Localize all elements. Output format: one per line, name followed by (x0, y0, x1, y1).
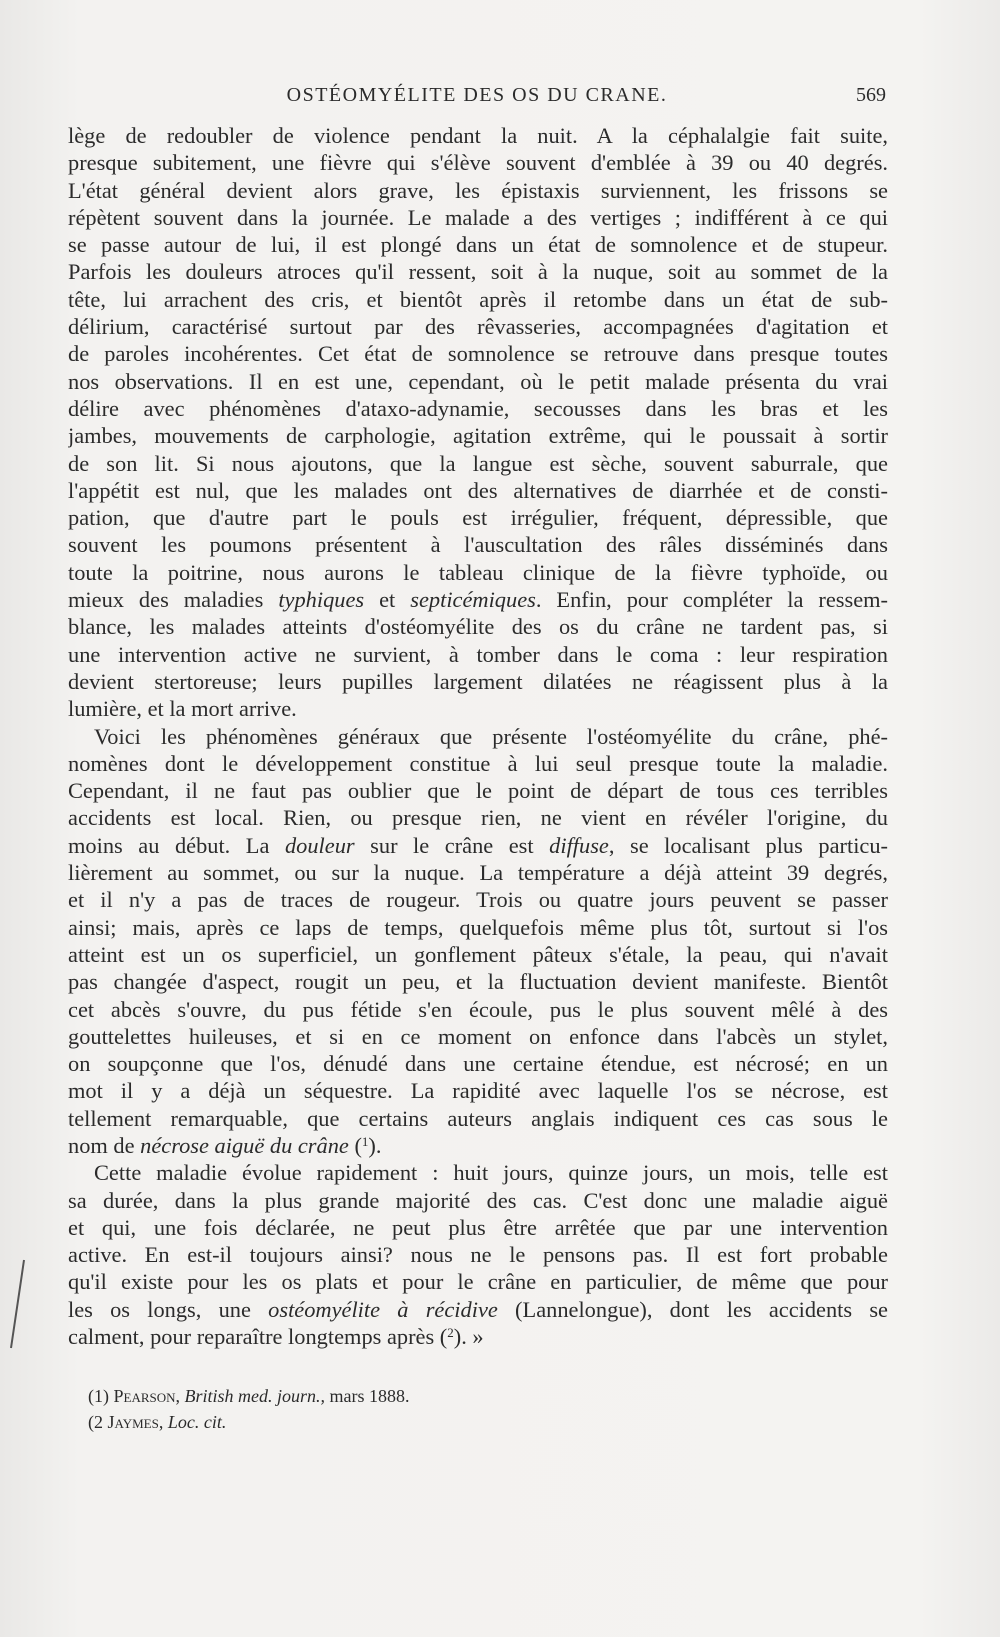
italic-term: septicémiques (410, 587, 536, 613)
text-line: nomènes dont le développement constitue à lui seul presque toute la maladie. (68, 750, 888, 776)
page-number: 569 (856, 84, 886, 106)
text-run: nom de (68, 1132, 141, 1158)
text-line: cet abcès s'ouvre, du pus fétide s'en écoule, pus le plus souvent mêlé à des (68, 996, 888, 1022)
footnote-work: Loc. cit. (167, 1412, 227, 1432)
text-line: nos observations. Il en est une, cependant, où le petit malade présenta du vrai (68, 368, 888, 394)
footnote-work: British med. journ., (184, 1386, 326, 1406)
text-line: lumière, et la mort arrive. (68, 696, 297, 722)
text-line (68, 1296, 888, 1323)
text-line: devient stertoreuse; leurs pupilles largement dilatées ne réagissent plus à la (68, 668, 888, 694)
text-line: souvent les poumons présentent à l'auscultation des râles disséminés dans (68, 532, 888, 558)
text-line: tellement remarquable, que certains auteurs anglais indiquent ces cas sous le (68, 1105, 888, 1131)
text-line (68, 1132, 888, 1159)
footnote-mark: (1) (88, 1386, 109, 1406)
italic-term: douleur (284, 832, 355, 858)
text-line: accidents est local. Rien, ou presque rien, ne vient en révéler l'origine, du (68, 805, 888, 831)
text-run: moins au début. La (68, 832, 285, 858)
text-line (68, 1323, 888, 1350)
text-line: Voici les phénomènes généraux que présente l'ostéomyélite du crâne, phé- (94, 723, 888, 749)
text-line: se passe autour de lui, il est plongé dans un état de somnolence et de stupeur. (68, 232, 888, 258)
italic-term: typhiques (278, 587, 365, 613)
text-line: gouttelettes huileuses, et si en ce moment on enfonce dans l'abcès un stylet, (68, 1023, 888, 1049)
text-line: qu'il existe pour les os plats et pour le crâne en particulier, de même que pour (68, 1269, 888, 1295)
text-line: délire avec phénomènes d'ataxo-adynamie, secousses dans les bras et les (68, 395, 888, 421)
text-run: ). (368, 1132, 382, 1158)
text-line: lièrement au sommet, ou sur la nuque. La température a déjà atteint 39 degrés, (68, 860, 888, 886)
footnote-mark: (2 (88, 1412, 103, 1432)
text-line: délirium, caractérisé surtout par des rêvasseries, accompagnées d'agitation et (68, 314, 888, 340)
text-run: sur le crâne est (354, 832, 550, 858)
text-line: et il n'y a pas de traces de rougeur. Trois ou quatre jours peuvent se passer (68, 887, 888, 913)
text-run: mieux des maladies (68, 587, 279, 613)
text-line: l'appétit est nul, que les malades ont des alternatives de diarrhée et de consti- (68, 477, 888, 503)
text-run: (Lannelongue), dont les accidents se (497, 1296, 888, 1322)
text-line: pas changée d'aspect, rougit un peu, et la fluctuation devient manifeste. Bientôt (68, 969, 888, 995)
text-line: pation, que d'autre part le pouls est irrégulier, fréquent, dépressible, que (68, 505, 888, 531)
text-line: sa durée, dans la plus grande majorité des cas. C'est donc une maladie aiguë (68, 1187, 888, 1213)
footnotes (88, 1383, 788, 1435)
text-line: Parfois les douleurs atroces qu'il ressent, soit à la nuque, soit au sommet de la (68, 259, 888, 285)
text-line: de son lit. Si nous ajoutons, que la langue est sèche, souvent saburrale, que (68, 450, 888, 476)
footnote-ref: 1 (361, 1133, 369, 1149)
page-header (68, 84, 886, 120)
text-line: répètent souvent dans la journée. Le malade a des vertiges ; indifférent à ce qui (68, 204, 888, 230)
footnote-author: Pearson, (113, 1386, 181, 1406)
text-line: atteint est un os superficiel, un gonflement pâteux s'étale, la peau, qui n'avait (68, 941, 888, 967)
text-line: mot il y a déjà un séquestre. La rapidité avec laquelle l'os se nécrose, est (68, 1078, 888, 1104)
italic-term: diffuse (549, 832, 609, 858)
text-line: une intervention active ne survient, à tomber dans le coma : leur respiration (68, 641, 888, 667)
body-text (68, 122, 888, 1350)
footnote-date: mars 1888. (329, 1386, 410, 1406)
text-line (68, 832, 888, 859)
text-line: jambes, mouvements de carphologie, agitation extrême, qui le poussait à sortir (68, 423, 888, 449)
text-run: ( (348, 1132, 362, 1158)
text-line: presque subitement, une fièvre qui s'élève souvent d'emblée à 39 ou 40 degrés. (68, 150, 888, 176)
text-line: on soupçonne que l'os, dénudé dans une certaine étendue, est nécrosé; en un (68, 1051, 888, 1077)
text-line: Cette maladie évolue rapidement : huit jours, quinze jours, un mois, telle est (94, 1160, 888, 1186)
text-line: toute la poitrine, nous aurons le tableau clinique de la fièvre typhoïde, ou (68, 559, 888, 585)
text-line: Cependant, il ne faut pas oublier que le point de départ de tous ces terribles (68, 778, 888, 804)
text-line (68, 586, 888, 613)
running-title: OSTÉOMYÉLITE DES OS DU CRANE. (286, 84, 668, 106)
text-line: L'état général devient alors grave, les épistaxis surviennent, les frissons se (68, 177, 888, 203)
pencil-mark-icon (8, 1258, 28, 1350)
text-line: active. En est-il toujours ainsi? nous ne le pensons pas. Il est fort probable (68, 1242, 888, 1268)
text-run: , se localisant plus particu- (608, 832, 888, 858)
text-run: les os longs, une (68, 1296, 269, 1322)
text-line: tête, lui arrachent des cris, et bientôt après il retombe dans un état de sub- (68, 286, 888, 312)
text-line: blance, les malades atteints d'ostéomyélite des os du crâne ne tardent pas, si (68, 614, 888, 640)
footnote-author: Jaymes, (107, 1412, 164, 1432)
footnote (88, 1383, 788, 1409)
footnote-ref: 2 (447, 1325, 454, 1341)
text-line: de paroles incohérentes. Cet état de somnolence se retrouve dans presque toutes (68, 341, 888, 367)
italic-term: nécrose aiguë du crâne (140, 1132, 349, 1158)
text-run: . Enfin, pour compléter la ressem- (535, 587, 888, 613)
text-run: et (364, 587, 411, 613)
text-line: ainsi; mais, après ce laps de temps, quelquefois même plus tôt, surtout si l'os (68, 914, 888, 940)
text-line: et qui, une fois déclarée, ne peut plus être arrêtée que par une intervention (68, 1214, 888, 1240)
footnote (88, 1409, 788, 1435)
text-line: lège de redoubler de violence pendant la nuit. A la céphalalgie fait suite, (68, 123, 888, 148)
text-run: calment, pour reparaître longtemps après ( (68, 1324, 448, 1350)
text-run: ). » (453, 1324, 484, 1350)
italic-term: ostéomyélite à récidive (268, 1296, 498, 1322)
